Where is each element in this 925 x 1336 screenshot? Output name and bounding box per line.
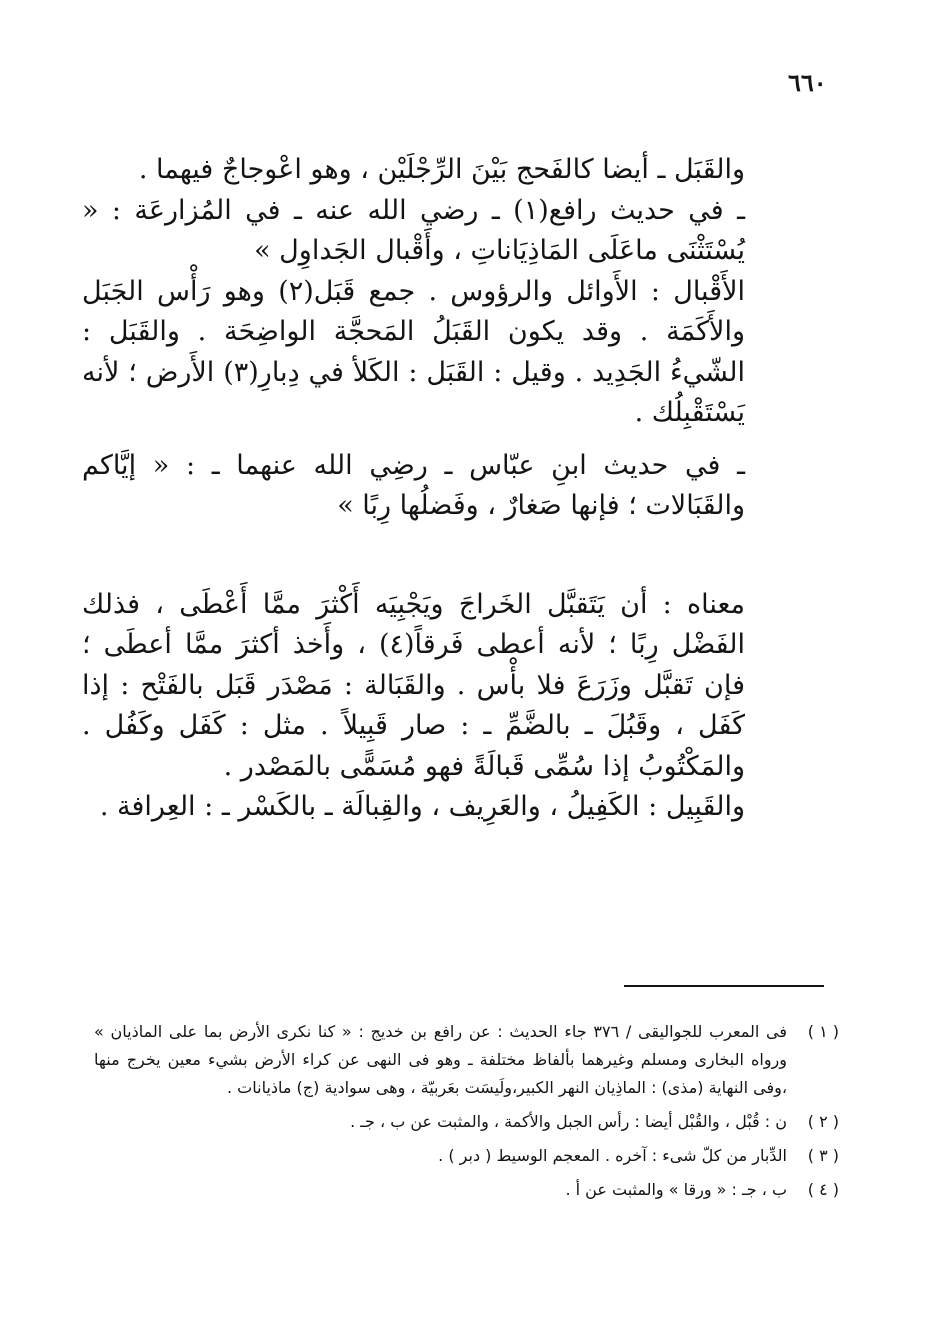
footnote-number: ( ٤ ) <box>807 1180 839 1199</box>
page-number: ٦٦٠ <box>788 68 827 97</box>
paragraph-6: والقَبِيل : الكَفِيلُ ، والعَرِيف ، والقِبالَة ـ بالكَسْر ـ : العِرافة . <box>99 791 745 822</box>
footnote-text: ن : قُبْل ، والقُبْل أيضا : رأس الجبل والأكمة ، والمثبت عن ب ، جـ . <box>350 1112 787 1131</box>
footnote-4 <box>94 1176 839 1204</box>
paragraph-5: معناه : أن يَتَقبَّل الخَراجَ ويَجْبِيَه أَكْثرَ ممَّا أَعْطَى ، فذلك الفَضْل رِبًا ؛ لأنه أعطى فَرقاً(٤) ، وأَخذ أكثرَ ممَّا أعطَى ؛ فإن تَقبَّل وزَرَعَ فلا بأْس . والقَبَالة : مَصْدَر قَبَل بالفَتْح : إذا كَفَل ، وقَبُلَ ـ بالضَّمِّ ـ : صار قَبِيلاً . مثل : كَفَل وكَفُل . والمَكْتُوبُ إذا سُمِّى قَبالَةً فهو مُسَمًّى بالمَصْدر . <box>82 588 745 782</box>
paragraph-2: ـ في حديث رافع(١) ـ رضي الله عنه ـ في المُزارعَة : « يُسْتَثْنَى ماعَلَى المَاذِيَاناتِ ، وأَقْبال الجَداوِل » <box>82 194 745 266</box>
footnote-number: ( ٣ ) <box>807 1146 839 1165</box>
paragraph-1: والقَبَل ـ أيضا كالفَحج بَيْنَ الرِّجْلَيْن ، وهو اعْوجاجٌ فيهما . <box>138 154 745 185</box>
footnote-text: فى المعرب للجواليقى / ٣٧٦ جاء الحديث : عن رافع بن خديج : « كنا نكرى الأرض بما على الماذيان » ورواه البخارى ومسلم وغيرهما بألفاظ مختلفة ـ وهو فى النهى عن كراء الأرض بشيء معين يخرج منها ،وفى النهاية (مذى) : الماذِيان النهر الكبير،ولَيسَت بعَربيّة ، وهى سوادية (ج) ماذيانات . <box>94 1022 787 1097</box>
footnote-text: الدِّبار من كلّ شىء : آخره . المعجم الوسيط ( دبر ) . <box>438 1146 787 1165</box>
footnote-number: ( ١ ) <box>807 1022 839 1041</box>
footnote-1 <box>94 1018 839 1102</box>
footnotes <box>94 1018 839 1204</box>
footnote-separator <box>624 985 824 987</box>
paragraph-3: الأَقْبال : الأَوائل والرؤوس . جمع قَبَل(٢) وهو رَأْس الجَبَل والأَكَمَة . وقد يكون القَبَلُ المَحجَّة الواضِحَة . والقَبَل : الشّيءُ الجَدِيد . وقيل : القَبَل : الكَلأ في دِبارِ(٣) الأَرض ؛ لأنه يَسْتَقْبِلُك . <box>82 275 746 428</box>
footnote-text: ب ، جـ : « ورقا » والمثبت عن أ . <box>565 1180 787 1199</box>
paragraph-4: ـ في حديث ابنِ عبّاس ـ رضِي الله عنهما ـ : « إيَّاكم والقَبَالات ؛ فإنها صَغارٌ ، وفَضلُها رِبًا » <box>82 449 745 521</box>
footnote-3 <box>94 1142 839 1170</box>
footnote-number: ( ٢ ) <box>807 1112 839 1131</box>
paragraph-spacer <box>82 434 745 446</box>
main-text <box>82 150 745 828</box>
footnote-2 <box>94 1108 839 1136</box>
paragraph-spacer <box>82 527 745 585</box>
